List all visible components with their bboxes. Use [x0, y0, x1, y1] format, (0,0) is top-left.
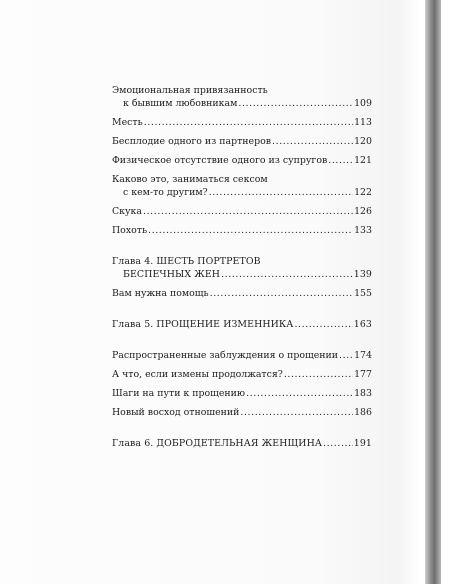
chapter-title-line2: БЕСПЕЧНЫХ ЖЕН	[123, 269, 221, 280]
chapter-title: Глава 6. ДОБРОДЕТЕЛЬНАЯ ЖЕНЩИНА	[112, 438, 323, 449]
dot-leader	[339, 349, 353, 362]
toc-entry-misconceptions	[112, 349, 372, 362]
toc-chapter-4	[112, 255, 372, 281]
dot-leader	[209, 186, 353, 199]
toc-entry-continue	[112, 368, 372, 381]
chapter-title-line1: Глава 4. ШЕСТЬ ПОРТРЕТОВ	[112, 256, 261, 267]
toc-entry-title-line2: к бывшим любовникам	[123, 98, 238, 109]
dot-leader	[221, 268, 353, 281]
dot-leader	[143, 205, 353, 218]
toc-entry-absence	[112, 154, 372, 167]
dot-leader	[144, 116, 353, 129]
toc-entry-title: Вам нужна помощь	[112, 288, 209, 299]
toc-entry-page: 126	[354, 206, 372, 217]
toc-entry-title-line1: Эмоциональная привязанность	[112, 85, 268, 96]
dot-leader	[323, 437, 353, 450]
toc-entry-lust	[112, 224, 372, 237]
toc-entry-title: А что, если измены продолжатся?	[112, 369, 283, 380]
toc-entry-page: 120	[354, 136, 372, 147]
toc-entry-steps	[112, 387, 372, 400]
toc-entry-page: 121	[354, 155, 372, 166]
dot-leader	[246, 387, 353, 400]
dot-leader	[328, 154, 353, 167]
toc-entry-title: Новый восход отношений	[112, 407, 240, 418]
dot-leader	[240, 406, 353, 419]
dot-leader	[238, 97, 353, 110]
toc-entry-page: 155	[354, 288, 372, 299]
toc-entry-title: Физическое отсутствие одного из супругов	[112, 155, 328, 166]
toc-entry-page: 122	[354, 187, 372, 198]
toc-entry-page: 177	[354, 369, 372, 380]
chapter-page: 191	[353, 438, 372, 449]
toc-entry-title: Распространенные заблуждения о прощении	[112, 350, 339, 361]
chapter-page: 139	[353, 269, 372, 280]
toc-entry-title: Скука	[112, 206, 142, 217]
toc-entry-new-dawn	[112, 406, 372, 419]
toc-entry-title: Месть	[112, 117, 143, 128]
toc-entry-page: 174	[354, 350, 372, 361]
toc-entry-page: 186	[354, 407, 372, 418]
toc-entry-title: Похоть	[112, 225, 148, 236]
toc-entry-title: Бесплодие одного из партнеров	[112, 136, 272, 147]
table-of-contents	[112, 84, 372, 450]
toc-entry-title-line1: Каково это, заниматься сексом	[112, 174, 268, 185]
toc-entry-title-line2: с кем-то другим?	[123, 187, 208, 198]
toc-entry-title: Шаги на пути к прощению	[112, 388, 246, 399]
toc-entry-page: 113	[354, 117, 372, 128]
toc-entry-boredom	[112, 205, 372, 218]
toc-entry-page: 183	[354, 388, 372, 399]
toc-entry-need-help	[112, 287, 372, 300]
toc-entry-infertility	[112, 135, 372, 148]
book-spine-shadow	[425, 0, 441, 584]
dot-leader	[210, 287, 353, 300]
toc-entry-page: 133	[354, 225, 372, 236]
dot-leader	[284, 368, 353, 381]
dot-leader	[148, 224, 353, 237]
page-edge	[441, 0, 452, 584]
dot-leader	[294, 318, 352, 331]
toc-entry-attachment	[112, 84, 372, 110]
toc-chapter-5	[112, 318, 372, 331]
dot-leader	[272, 135, 353, 148]
toc-entry-page: 109	[354, 98, 372, 109]
toc-chapter-6	[112, 437, 372, 450]
chapter-page: 163	[353, 319, 372, 330]
chapter-title: Глава 5. ПРОЩЕНИЕ ИЗМЕННИКА	[112, 319, 294, 330]
toc-entry-revenge	[112, 116, 372, 129]
toc-entry-sex-with-other	[112, 173, 372, 199]
